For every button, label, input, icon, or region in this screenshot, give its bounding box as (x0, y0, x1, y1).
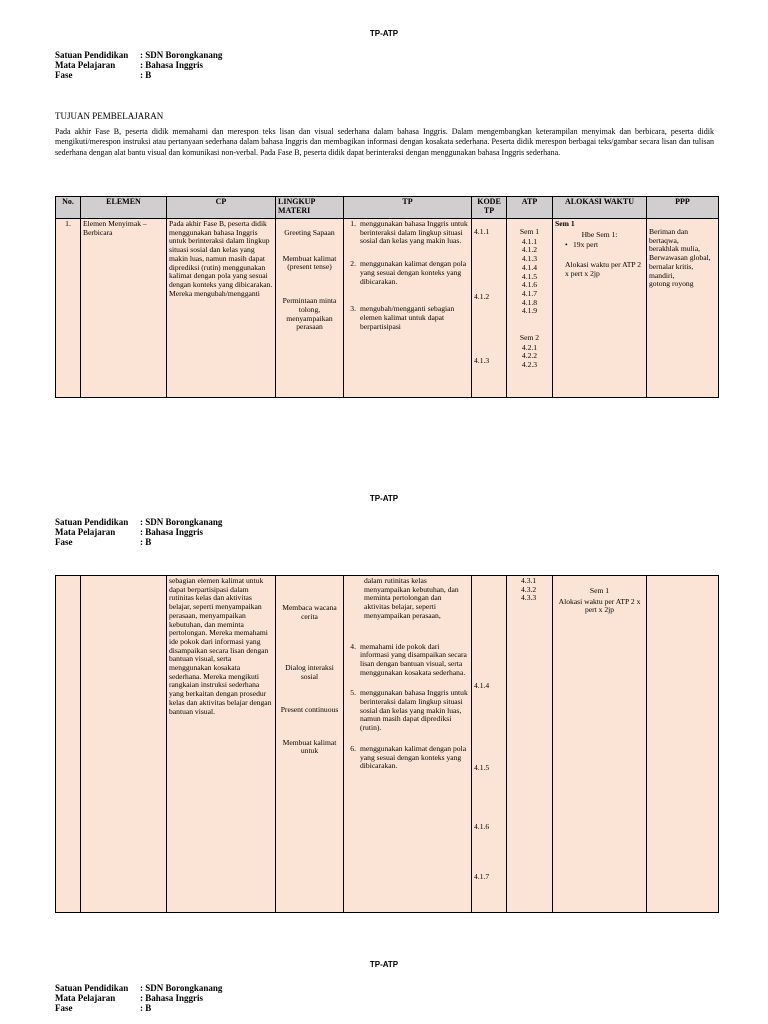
alokasi-sem: Sem 1 (555, 219, 575, 228)
doc-title: TP-ATP (369, 960, 399, 969)
bullet-dot-icon: • (565, 240, 568, 250)
alokasi-sem: Sem 1 (589, 586, 610, 595)
identity-block: Satuan Pendidikan : SDN Borongkanang Mata Pelajaran : Bahasa Inggris Fase : B (55, 983, 223, 1013)
kode-tp: 4.1.3 (474, 356, 490, 366)
kode-tp: 4.1.5 (474, 762, 490, 772)
header-alokasi-waktu: ALOKASI WAKTU (553, 197, 647, 219)
tujuan-paragraph: Pada akhir Fase B, peserta didik memahami dan merespon teks lisan dan visual sederhana dalam bahasa Inggris. Dalam mengembangkan keterampilan menyimak dan berbicara, peserta didik mengikuti/merespon instruksi atau pertanyaan sederhana dalam bahasa Inggris dan membagikan informasi dengan kosakata sederhana. Peserta didik merespon berbagai teks/gambar secara lisan dan tulisan sederhana dengan alat bantu visual dan komunikasi non-verbal. Pada Fase B, peserta didik dapat berinteraksi dengan menggunakan bahasa Inggris sederhana. (55, 127, 714, 157)
kode-tp: 4.1.2 (474, 291, 490, 301)
materi-item: Permintaan minta tolong, menyampaikan perasaan (282, 296, 337, 332)
materi-item: Present continuous (280, 704, 339, 714)
materi-item: Greeting Sapaan (284, 228, 335, 237)
tp-atp-table-page1 (55, 196, 719, 398)
fase-label: Fase (55, 70, 73, 80)
header-elemen: ELEMEN (81, 197, 167, 219)
identity-block (55, 50, 222, 80)
atp-codes: 4.3.1 4.3.2 4.3.3 (521, 576, 537, 603)
atp-sem1: Sem 1 (519, 227, 540, 236)
tujuan-title: TUJUAN PEMBELAJARAN (55, 111, 164, 121)
tp-item: 6. menggunakan kalimat dengan pola yang sesuai dengan konteks yang dibicarakan. (350, 743, 467, 771)
tp-item: 2. menggunakan kalimat dengan pola yang sesuai dengan konteks yang dibicarakan. (350, 259, 467, 286)
materi-item: Dialog interaksi sosial (285, 663, 334, 682)
row-number: 1. (65, 219, 71, 228)
header-atp: ATP (507, 197, 553, 219)
satuan-label: Satuan Pendidikan (55, 50, 129, 60)
kode-tp: 4.1.7 (474, 872, 490, 882)
header-cp: CP (167, 197, 276, 219)
alokasi-bullet: • 19x pert (565, 240, 599, 250)
atp-sem1-codes: 4.1.1 4.1.2 4.1.3 4.1.4 4.1.5 4.1.6 4.1.7 4.1.8 4.1.9 (521, 236, 538, 316)
fase-value: : B (140, 70, 152, 80)
cp-cell: Pada akhir Fase B, peserta didik menggunakan bahasa Inggris untuk berinteraksi dalam lingkup situasi sosial dan kelas yang makin luas, namun masih dapat diprediksi (rutin) menggunakan kalimat dengan pola yang sesuai dengan konteks yang dibicarakan. Mereka mengubah/mengganti (169, 219, 273, 298)
header-kode-tp: KODE TP (472, 197, 507, 219)
alokasi-text: Alokasi waktu per ATP 2 x pert x 2jp (558, 596, 641, 615)
atp-sem2: Sem 2 (519, 333, 540, 343)
mapel-label: Mata Pelajaran (55, 60, 116, 70)
tp-item: 1. menggunakan bahasa Inggris untuk berinteraksi dalam lingkup situasi sosial dan kelas yang makin luas. (350, 219, 468, 246)
materi-item: Membuat kalimat untuk (282, 737, 337, 756)
doc-title: TP-ATP (369, 494, 399, 503)
kode-tp: 4.1.1 (474, 227, 490, 236)
tp-continued: dalam rutinitas kelas menyampaikan kebutuhan, dan meminta pertolongan dan aktivitas belajar, seperti menyampaikan perasaan, (364, 576, 459, 620)
cp-cell: sebagian elemen kalimat untuk dapat berpartisipasi dalam rutinitas kelas dan aktivitas belajar, seperti menyampaikan perasaan, menyampaikan kebutuhan, dan meminta pertolongan. Mereka memahami ide pokok dari informasi yang disampaikan secara lisan dengan bantuan visual, serta menggunakan kosakata sederhana. Mereka mengikuti rangkaian instruksi sederhana yang berkaitan dengan prosedur kelas dan aktivitas belajar dengan bantuan visual. (169, 576, 272, 716)
tp-item: 3. mengubah/mengganti sebagian elemen kalimat untuk dapat berpartisipasi (350, 304, 455, 331)
materi-item: Membuat kalimat (present tense) (282, 253, 337, 272)
header-lingkup-materi: LINGKUP MATERI (276, 197, 344, 219)
alokasi-text: Alokasi waktu per ATP 2 x pert x 2jp (565, 260, 642, 278)
tp-atp-table-page2 (55, 575, 719, 913)
header-no: No. (56, 197, 81, 219)
identity-block: Satuan Pendidikan : SDN Borongkanang Mata Pelajaran : Bahasa Inggris Fase : B (55, 517, 223, 547)
ppp-list: Beriman dan bertaqwa, berakhlak mulia, Berwawasan global, bernalar kritis, mandiri, gotong royong (649, 227, 711, 289)
header-ppp: PPP (647, 197, 719, 219)
mapel-value: : Bahasa Inggris (140, 60, 204, 70)
tp-item: 4. memahami ide pokok dari informasi yang disampaikan secara lisan dengan bantuan visual, serta menggunakan kosakata sederhana. (350, 641, 467, 677)
materi-item: Membaca wacana cerita (282, 603, 337, 621)
alokasi-hbe: Hbe Sem 1: (581, 229, 618, 239)
kode-tp: 4.1.4 (474, 681, 490, 690)
doc-title: TP-ATP (369, 29, 399, 38)
header-tp: TP (344, 197, 472, 219)
tp-item: 5. menggunakan bahasa Inggris untuk berinteraksi dalam lingkup situasi sosial dan kelas yang makin luas, namun masih dapat diprediksi (rutin). (350, 688, 468, 733)
satuan-value: : SDN Borongkanang (140, 50, 223, 60)
elemen-cell: Elemen Menyimak – Berbicara (83, 219, 147, 237)
kode-tp: 4.1.6 (474, 822, 490, 832)
atp-sem2-codes: 4.2.1 4.2.2 4.2.3 (521, 342, 538, 370)
